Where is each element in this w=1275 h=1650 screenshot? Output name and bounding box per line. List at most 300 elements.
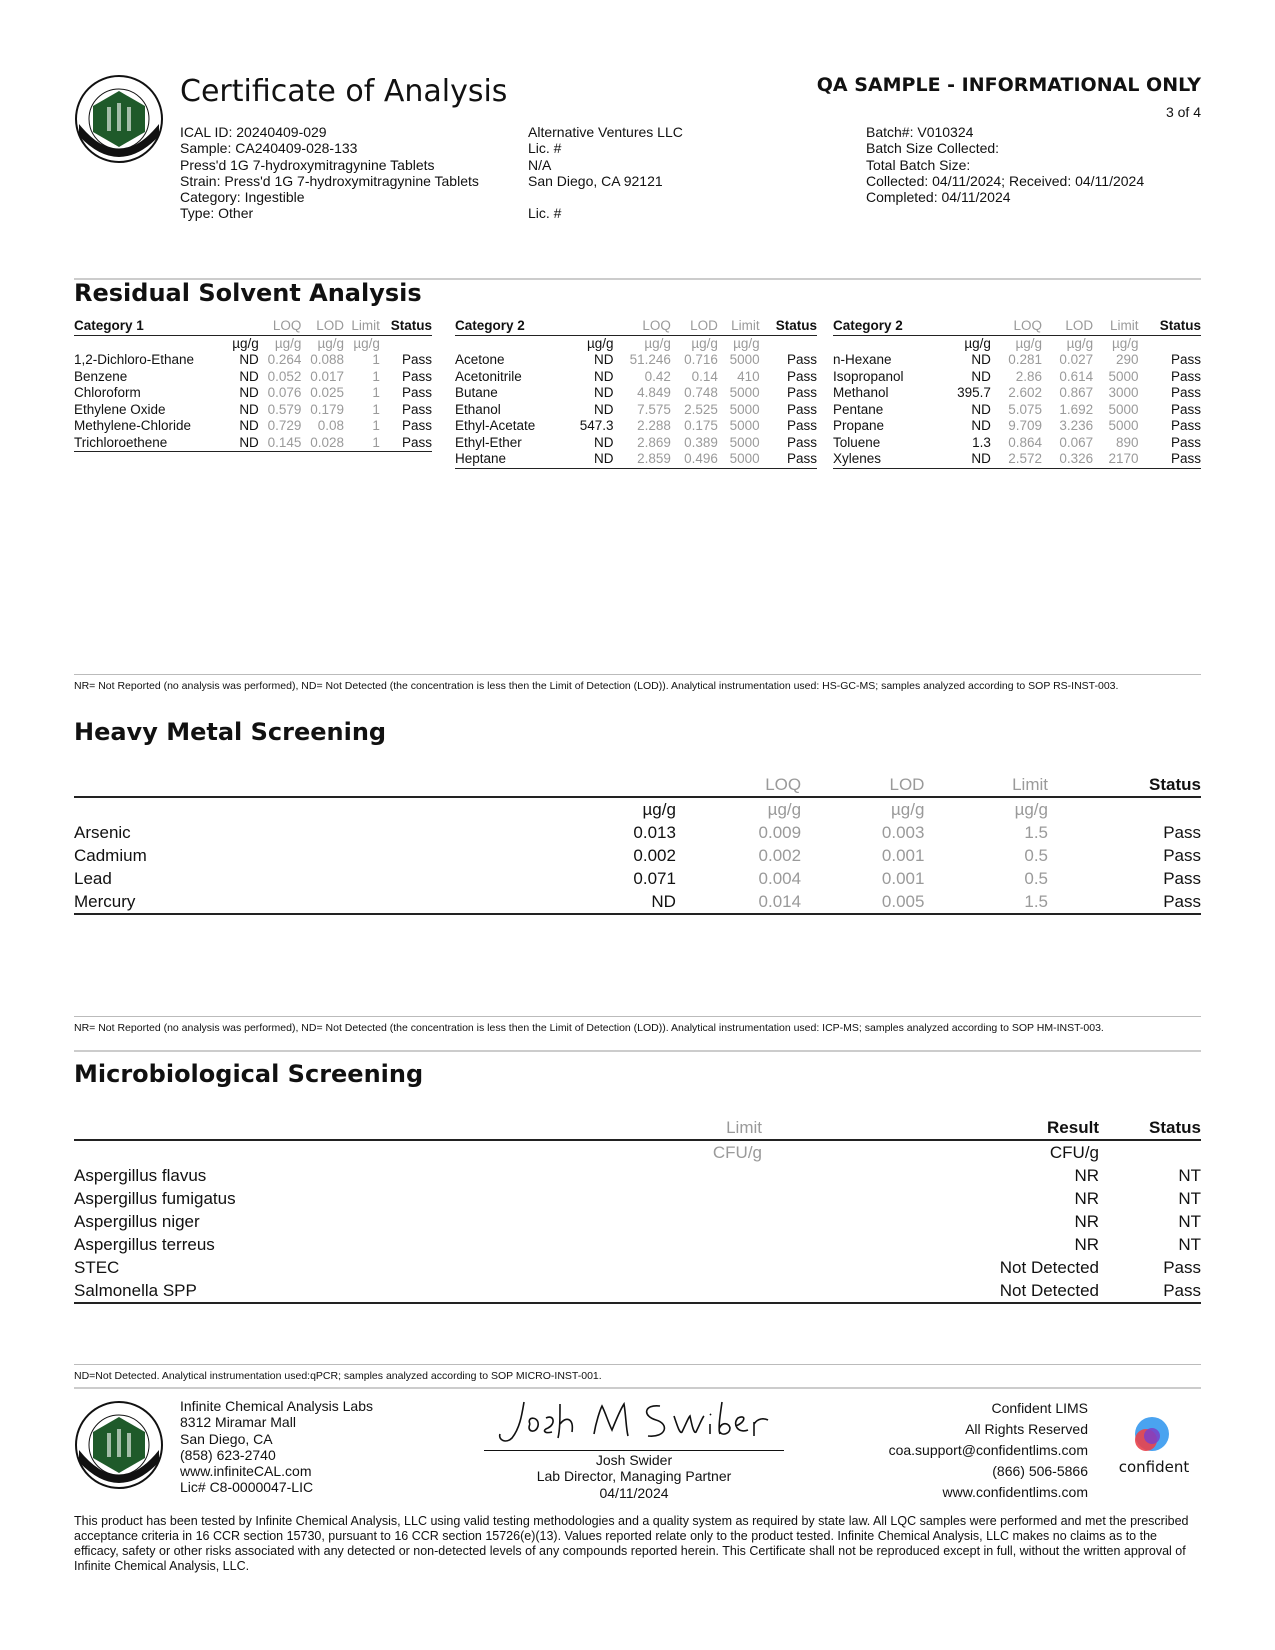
table-row (833, 418, 1201, 435)
analyte-status: Pass (786, 352, 817, 367)
client-info-line: Alternative Ventures LLC (528, 124, 683, 140)
unit-limit: µg/g (733, 335, 760, 351)
table-row (833, 385, 1201, 402)
analyte-name: Methanol (833, 385, 889, 400)
analyte-lod: 2.525 (684, 401, 718, 417)
unit-lod: µg/g (1066, 335, 1094, 351)
table-row (833, 352, 1201, 369)
organism-name: Aspergillus flavus (74, 1166, 207, 1185)
analyte-limit: 1 (344, 435, 380, 452)
table-row (455, 435, 817, 452)
analyte-result: ND (594, 434, 614, 450)
lab-contact-line: (858) 623-2740 (180, 1446, 276, 1463)
analyte-name: Xylenes (833, 451, 940, 468)
analyte-lod: 0.08 (317, 418, 344, 433)
organism-result: NR (1074, 1235, 1099, 1254)
analyte-lod: 0.025 (310, 385, 344, 400)
unit-result: µg/g (642, 800, 676, 819)
unit-lod: µg/g (691, 335, 718, 351)
lims-email-link[interactable]: coa.support@confidentlims.com (888, 1442, 1088, 1458)
analyte-status: Pass (1170, 401, 1201, 417)
analyte-status: Pass (401, 352, 432, 367)
organism-result: NR (1074, 1166, 1099, 1185)
table-row (74, 1256, 1201, 1279)
lab-contact-line: Infinite Chemical Analysis Labs (180, 1398, 373, 1414)
analyte-name: Heptane (455, 451, 567, 468)
analyte-result: ND (239, 418, 259, 433)
disclaimer: This product has been tested by Infinite Chemical Analysis, LLC using valid testing methodologies and a quality system as required by state law. All LQC samples were performed and met the prescribed acceptance criteria in 16 CCR section 15730, pursuant to 16 CCR section 15726(e)(13). Values reported relate only to the product tested. Infinite Chemical Analysis, LLC makes no claims as to the efficacy, safety or other risks associated with any detected or non-detected levels of any compounds reported herein. This Certificate shall not be reproduced except in full, without the written approval of Infinite Chemical Analysis, LLC. (74, 1514, 1189, 1573)
signer-block (484, 1452, 784, 1501)
analyte-name: 1,2-Dichloro-Ethane (74, 352, 195, 367)
sample-info-line: Type: Other (180, 205, 254, 222)
table-row (74, 890, 1201, 914)
table-row (74, 867, 1201, 890)
lims-contact (889, 1398, 1088, 1503)
analyte-status: Pass (1170, 385, 1201, 400)
analyte-name: Ethyl-Acetate (455, 418, 536, 433)
col-result (940, 318, 991, 335)
analyte-loq: 0.052 (267, 368, 302, 384)
metal-name: Lead (74, 869, 112, 888)
analyte-name: Ethyl-Ether (455, 434, 522, 450)
col-limit: Limit (1093, 318, 1138, 335)
analyte-loq: 2.602 (1008, 385, 1042, 400)
analyte-limit: 1 (372, 401, 380, 417)
analyte-name: Chloroform (74, 385, 141, 400)
metal-name: Arsenic (74, 823, 131, 842)
microbiology-note: ND=Not Detected. Analytical instrumentation used:qPCR; samples analyzed according to SOP MICRO-INST-001. (74, 1370, 602, 1382)
analyte-limit: 5000 (729, 418, 760, 433)
analyte-result: ND (567, 451, 614, 468)
analyte-limit: 890 (1116, 434, 1139, 450)
analyte-limit: 5000 (729, 401, 760, 417)
organism-status: Pass (1163, 1258, 1201, 1277)
analyte-limit: 5000 (1108, 368, 1139, 384)
analyte-lod: 3.236 (1059, 418, 1094, 433)
metal-loq: 0.014 (676, 890, 801, 914)
analyte-result: ND (971, 401, 991, 417)
analyte-name: Isopropanol (833, 368, 904, 384)
analyte-name: Toluene (833, 434, 881, 450)
metal-result: ND (403, 890, 676, 914)
unit-blank (380, 335, 432, 352)
table-row (74, 844, 1201, 867)
col-limit: Limit (344, 318, 380, 335)
analyte-result: 1.3 (972, 434, 991, 450)
organism-limit (374, 1210, 762, 1233)
metal-limit: 0.5 (1024, 846, 1048, 865)
col-limit: Limit (924, 773, 1048, 797)
analyte-status: Pass (380, 435, 432, 452)
analyte-loq: 7.575 (637, 401, 671, 417)
sample-info-line: Category: Ingestible (180, 189, 305, 206)
analyte-status: Pass (401, 401, 432, 417)
analyte-loq: 2.859 (614, 451, 671, 468)
page-number: 3 of 4 (1165, 104, 1201, 120)
analyte-result: ND (971, 352, 991, 367)
analyte-limit: 1 (372, 368, 380, 384)
residual-solvent-note: NR= Not Reported (no analysis was performed), ND= Not Detected (the concentration is less then the Limit of Detection (LOD)). Analytical instrumentation used: HS-GC-MS; samples analyzed according to SOP RS-INST-003. (74, 680, 1119, 692)
analyte-status: Pass (1139, 451, 1201, 468)
unit-limit: µg/g (1112, 335, 1139, 351)
col-lod: LOD (301, 318, 344, 335)
col-result (225, 318, 258, 335)
analyte-loq: 0.864 (1008, 434, 1042, 450)
analyte-limit: 410 (737, 368, 760, 384)
document-title: Certificate of Analysis (180, 74, 508, 109)
unit-blank (74, 335, 225, 352)
metal-lod: 0.001 (881, 869, 925, 888)
lab-contact-line: Lic# C8-0000047-LIC (180, 1479, 314, 1496)
analyte-lod: 0.088 (310, 352, 344, 367)
lims-contact-line: (866) 506-5866 (992, 1463, 1088, 1479)
unit-loq: µg/g (644, 335, 671, 351)
unit-lod: µg/g (891, 800, 925, 819)
analyte-limit: 3000 (1108, 385, 1139, 400)
analyte-loq: 51.246 (629, 352, 671, 367)
signer-title: Lab Director, Managing Partner (536, 1468, 732, 1485)
table-row (74, 1164, 1201, 1187)
table-row (833, 402, 1201, 419)
col-status: Status (1048, 773, 1201, 797)
analyte-name: Benzene (74, 368, 128, 384)
sign-date: 04/11/2024 (599, 1484, 669, 1501)
heavy-metal-table (74, 773, 1201, 915)
analyte-lod: 0.748 (684, 385, 718, 400)
organism-name: STEC (74, 1258, 120, 1277)
table-row (74, 369, 432, 386)
batch-info-line: Batch Size Collected: (866, 140, 1000, 157)
analyte-lod: 0.14 (691, 368, 718, 384)
analyte-limit: 1 (372, 352, 380, 367)
analyte-name: Pentane (833, 401, 884, 417)
analyte-loq: 5.075 (1008, 401, 1042, 417)
client-info-line: Lic. # (528, 140, 562, 157)
analyte-status: Pass (1170, 418, 1201, 433)
analyte-limit: 5000 (729, 434, 760, 450)
analyte-name: Ethylene Oxide (74, 401, 166, 417)
analyte-result: ND (594, 352, 614, 367)
lims-contact-line: All Rights Reserved (965, 1421, 1088, 1437)
unit-limit: µg/g (1014, 800, 1048, 819)
analyte-loq: 0.729 (267, 418, 302, 433)
analyte-result: ND (594, 368, 614, 384)
client-info-line: Lic. # (528, 205, 562, 222)
category-header: Category 1 (74, 318, 225, 335)
table-row (74, 385, 432, 402)
table-row (455, 451, 817, 468)
unit-result: µg/g (232, 335, 259, 351)
solvent-table (74, 318, 432, 452)
analyte-result: ND (971, 418, 991, 433)
analyte-lod: 1.692 (1059, 401, 1094, 417)
analyte-result: ND (594, 385, 614, 400)
analyte-lod: 0.067 (1059, 434, 1094, 450)
analyte-loq: 2.572 (991, 451, 1042, 468)
analyte-loq: 0.264 (267, 352, 302, 367)
metal-loq: 0.004 (758, 869, 802, 888)
analyte-limit: 1 (372, 418, 380, 433)
analyte-result: 395.7 (957, 385, 991, 400)
heavy-metal-note: NR= Not Reported (no analysis was performed), ND= Not Detected (the concentration is less then the Limit of Detection (LOD)). Analytical instrumentation used: ICP-MS; samples analyzed according to SOP HM-INST-003. (74, 1022, 1104, 1034)
organism-name: Aspergillus niger (74, 1212, 200, 1231)
col-status: Status (1139, 318, 1201, 335)
analyte-lod: 0.716 (684, 352, 718, 367)
analyte-lod: 0.027 (1059, 352, 1094, 367)
unit-result: CFU/g (1049, 1143, 1099, 1162)
col-status: Status (760, 318, 817, 335)
table-row (455, 369, 817, 386)
divider (74, 1364, 1201, 1365)
category-header: Category 2 (455, 318, 567, 335)
unit-blank (1139, 335, 1201, 352)
unit-loq: µg/g (1015, 335, 1042, 351)
metal-lod: 0.001 (881, 846, 925, 865)
microbiology-title: Microbiological Screening (74, 1060, 424, 1088)
metal-result: 0.013 (633, 823, 676, 842)
analyte-limit: 5000 (729, 352, 760, 367)
analyte-limit: 2170 (1093, 451, 1138, 468)
analyte-name: Propane (833, 418, 885, 433)
analyte-result: ND (239, 385, 259, 400)
metal-lod: 0.005 (801, 890, 924, 914)
sample-info-line: Press'd 1G 7-hydroxymitragynine Tablets (180, 156, 435, 173)
analyte-result: ND (940, 451, 991, 468)
analyte-name: Methylene-Chloride (74, 418, 192, 433)
col-result (567, 318, 614, 335)
unit-result: µg/g (586, 335, 614, 351)
signer-name: Josh Swider (595, 1452, 673, 1468)
metal-status: Pass (1163, 846, 1201, 865)
unit-blank (760, 335, 817, 352)
table-row (833, 369, 1201, 386)
lab-contact (180, 1398, 373, 1496)
col-result: Result (762, 1116, 1099, 1140)
unit-result: µg/g (964, 335, 991, 351)
solvent-table (833, 318, 1201, 469)
analyte-loq: 0.281 (1008, 352, 1042, 367)
sample-info-line: ICAL ID: 20240409-029 (180, 124, 327, 140)
analyte-limit: 1 (372, 385, 380, 400)
analyte-name: Acetonitrile (455, 368, 522, 384)
organism-name: Aspergillus terreus (74, 1235, 215, 1254)
organism-name: Aspergillus fumigatus (74, 1189, 236, 1208)
metal-limit: 1.5 (924, 890, 1048, 914)
lab-contact-line: 8312 Miramar Mall (180, 1414, 296, 1431)
analyte-loq: 4.849 (637, 385, 671, 400)
heavy-metal-title: Heavy Metal Screening (74, 718, 387, 746)
table-row (455, 352, 817, 369)
analyte-lod: 0.017 (310, 368, 344, 384)
organism-result: NR (1074, 1189, 1099, 1208)
analyte-loq: 2.869 (637, 434, 671, 450)
unit-lod: µg/g (317, 335, 344, 351)
col-loq: LOQ (614, 318, 671, 335)
metal-loq: 0.009 (758, 823, 802, 842)
analyte-status: Pass (401, 418, 432, 433)
analyte-name: n-Hexane (833, 352, 892, 367)
qa-notice: QA SAMPLE - INFORMATIONAL ONLY (816, 74, 1201, 96)
table-row (74, 1210, 1201, 1233)
analyte-status: Pass (1170, 434, 1201, 450)
analyte-limit: 5000 (718, 451, 760, 468)
unit-limit: CFU/g (712, 1143, 762, 1162)
metal-lod: 0.003 (881, 823, 925, 842)
sample-info-line: Strain: Press'd 1G 7-hydroxymitragynine Tablets (180, 172, 479, 189)
analyte-status: Pass (401, 368, 432, 384)
analyte-lod: 0.867 (1059, 385, 1094, 400)
analyte-loq: 2.288 (637, 418, 671, 433)
divider (74, 1050, 1201, 1052)
unit-loq: µg/g (767, 800, 802, 819)
lab-logo (74, 74, 164, 164)
table-row (74, 1187, 1201, 1210)
table-row (833, 451, 1201, 468)
organism-result: Not Detected (999, 1258, 1099, 1277)
col-loq: LOQ (676, 773, 801, 797)
analyte-name: Trichloroethene (74, 435, 225, 452)
metal-result: 0.002 (633, 846, 676, 865)
organism-status: NT (1178, 1189, 1201, 1208)
divider (74, 674, 1201, 675)
organism-name: Salmonella SPP (74, 1279, 374, 1303)
divider (74, 1016, 1201, 1017)
batch-info-line: Collected: 04/11/2024; Received: 04/11/2024 (866, 172, 1145, 189)
client-info-line: N/A (528, 156, 552, 173)
col-lod: LOD (801, 773, 924, 797)
organism-limit (374, 1256, 762, 1279)
analyte-lod: 0.614 (1059, 368, 1094, 384)
analyte-name: Ethanol (455, 401, 501, 417)
col-limit: Limit (718, 318, 760, 335)
analyte-status: Pass (786, 401, 817, 417)
table-row (74, 435, 432, 452)
analyte-name: Acetone (455, 352, 505, 367)
analyte-result: ND (225, 435, 258, 452)
batch-info-line: Total Batch Size: (866, 156, 971, 173)
col-status: Status (380, 318, 432, 335)
unit-blank (833, 335, 940, 352)
analyte-result: ND (239, 352, 259, 367)
analyte-status: Pass (1170, 368, 1201, 384)
analyte-limit: 5000 (1108, 401, 1139, 417)
analyte-loq: 0.076 (267, 385, 302, 400)
col-status: Status (1099, 1116, 1201, 1140)
lab-logo-footer (74, 1400, 164, 1490)
analyte-result: ND (239, 368, 259, 384)
analyte-status: Pass (1170, 352, 1201, 367)
batch-info (866, 124, 1144, 205)
analyte-status: Pass (760, 451, 817, 468)
divider (74, 1387, 1201, 1389)
analyte-result: ND (239, 401, 259, 417)
col-lod: LOD (671, 318, 718, 335)
lims-website-link[interactable]: www.confidentlims.com (942, 1484, 1088, 1500)
signature-line (484, 1450, 784, 1451)
organism-status: NT (1178, 1212, 1201, 1231)
organism-status: Pass (1099, 1279, 1201, 1303)
col-loq: LOQ (991, 318, 1042, 335)
analyte-lod: 0.175 (684, 418, 718, 433)
unit-loq: µg/g (274, 335, 302, 351)
organism-status: NT (1178, 1235, 1201, 1254)
analyte-status: Pass (786, 434, 817, 450)
metal-name: Cadmium (74, 846, 147, 865)
lims-contact-line: Confident LIMS (991, 1400, 1088, 1416)
metal-status: Pass (1048, 890, 1201, 914)
table-row (74, 1279, 1201, 1303)
unit-limit: µg/g (353, 335, 380, 351)
col-limit: Limit (374, 1116, 762, 1140)
col-loq: LOQ (259, 318, 302, 335)
analyte-result: ND (971, 368, 991, 384)
metal-result: 0.071 (633, 869, 676, 888)
batch-info-line: Completed: 04/11/2024 (866, 189, 1011, 206)
organism-result: NR (1074, 1212, 1099, 1231)
analyte-lod: 0.028 (301, 435, 344, 452)
analyte-loq: 0.42 (644, 368, 671, 384)
analyte-status: Pass (786, 418, 817, 433)
organism-status: NT (1178, 1166, 1201, 1185)
organism-limit (374, 1279, 762, 1303)
analyte-result: 547.3 (579, 418, 614, 433)
residual-solvent-title: Residual Solvent Analysis (74, 279, 422, 307)
analyte-limit: 5000 (729, 385, 760, 400)
analyte-status: Pass (786, 385, 817, 400)
analyte-loq: 2.86 (1015, 368, 1042, 384)
analyte-loq: 9.709 (1008, 418, 1042, 433)
metal-name: Mercury (74, 890, 403, 914)
analyte-limit: 290 (1116, 352, 1139, 367)
metal-status: Pass (1163, 823, 1201, 842)
organism-result: Not Detected (762, 1279, 1099, 1303)
category-header: Category 2 (833, 318, 940, 335)
organism-limit (374, 1164, 762, 1187)
confident-logo-icon (1122, 1410, 1182, 1454)
table-row (455, 418, 817, 435)
microbiology-table (74, 1116, 1201, 1304)
table-row (455, 402, 817, 419)
signature (484, 1394, 784, 1448)
table-row (455, 385, 817, 402)
analyte-status: Pass (401, 385, 432, 400)
analyte-lod: 0.496 (671, 451, 718, 468)
metal-status: Pass (1163, 869, 1201, 888)
batch-info-line: Batch#: V010324 (866, 124, 974, 140)
lab-website-link[interactable]: www.infiniteCAL.com (180, 1463, 312, 1480)
lab-contact-line: San Diego, CA (180, 1430, 273, 1447)
analyte-lod: 0.389 (684, 434, 718, 450)
client-info-line: San Diego, CA 92121 (528, 172, 663, 189)
table-row (74, 352, 432, 369)
col-lod: LOD (1042, 318, 1093, 335)
sample-info-line: Sample: CA240409-028-133 (180, 140, 358, 157)
metal-limit: 1.5 (1024, 823, 1048, 842)
table-row (74, 1233, 1201, 1256)
table-row (74, 821, 1201, 844)
client-info (528, 124, 683, 222)
table-row (833, 435, 1201, 452)
analyte-name: Butane (455, 385, 498, 400)
client-info-line (528, 189, 683, 205)
metal-loq: 0.002 (758, 846, 802, 865)
analyte-loq: 0.579 (267, 401, 302, 417)
analyte-lod: 0.326 (1042, 451, 1093, 468)
table-row (74, 418, 432, 435)
table-row (74, 402, 432, 419)
unit-blank (455, 335, 567, 352)
sample-info (180, 124, 479, 222)
